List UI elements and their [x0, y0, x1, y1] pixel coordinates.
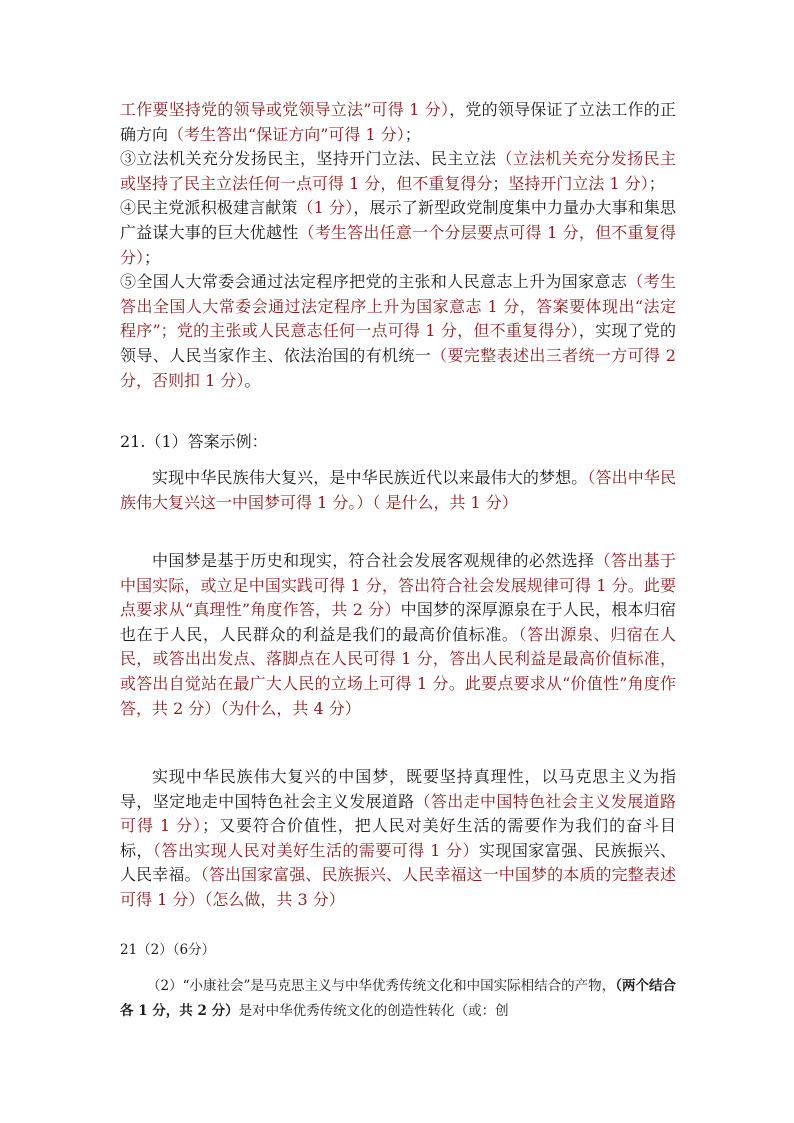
paragraph-what: [120, 466, 676, 515]
punctuation: ；: [144, 247, 161, 267]
answer-text: ，党的领导保证了立法工作的正确方向: [120, 100, 676, 144]
answer-text: ④民主党派积极建言献策: [120, 198, 298, 218]
answer-how: [120, 765, 676, 913]
annotation: （1 分）: [297, 198, 354, 218]
paragraph-legislation-leadership: [120, 98, 676, 147]
answer-text: 中国梦是基于历史和现实，符合社会发展客观规律的必然选择: [152, 551, 595, 570]
annotation: 工作要坚持党的领导或党领导立法”可得 1 分）: [120, 100, 450, 119]
annotation: （答出基于中国实际，或立足中国实践可得 1 分，答出符合社会发展规律可得 1 分。此要点要求从: [120, 551, 676, 620]
paragraph-point-3: [120, 147, 676, 196]
annotation: （立法机关充分发扬民主或坚持了民主立法任何一点可得 1 分，但不重复得分: [120, 149, 676, 193]
question-heading: 21.（1）答案示例：: [120, 432, 268, 451]
annotation: “真理性”: [184, 600, 251, 620]
punctuation: ；: [404, 124, 421, 144]
annotation: 坚持开门立法 1 分）: [508, 173, 649, 193]
annotation: “法定程序”: [120, 296, 676, 341]
question-21-2: [120, 938, 676, 963]
answer-text: 实现中华民族伟大复兴，是中华民族近代以来最伟大的梦想。: [152, 468, 588, 487]
answer-text: ，实现了党的领导、人民当家作主、依法治国的有机统一: [120, 321, 676, 365]
paragraph-point-4: [120, 196, 676, 270]
annotation: （要完整表述出三者统一方可得 2 分，否则扣 1 分）: [120, 345, 676, 390]
answer-text: 中国梦的深厚源泉在于人民，根本归宿也在于人民，人民群众的利益是我们的最高价值标准。: [120, 600, 676, 644]
paragraph-xiaokang: [120, 974, 676, 1024]
annotation: （答出走中国特色社会主义发展道路可得 1 分）: [120, 791, 676, 836]
paragraph-point-5: [120, 270, 676, 393]
annotation: 角度作答，共 2 分）: [250, 600, 401, 620]
punctuation: 。: [244, 370, 261, 390]
annotation: （答出实现人民对美好生活的需要可得 1 分）: [152, 840, 479, 860]
annotation: （两个结合各 1 分，共 2 分）: [120, 978, 676, 1019]
punctuation: ；: [492, 173, 509, 193]
answer-text: ，展示了新型政党制度集中力量办大事和集思广益谋大事的巨大优越性: [120, 198, 676, 242]
answer-text: （2）“小康社会”是马克思主义与中华优秀传统文化和中国实际相结合的产物，: [147, 978, 616, 994]
annotation: （答出中华民族伟大复兴这一中国梦可得 1 分。）（ 是什么，共 1 分）: [120, 468, 676, 512]
question-21-1: [120, 430, 676, 455]
answer-text: 是对中华优秀传统文化的创造性转化（或：创: [238, 1003, 509, 1019]
answer-xiaokang: [120, 974, 676, 1024]
annotation: （答出源泉、归宿在人民，或答出出发点、落脚点在人民可得 1 分，答出人民利益是最高价值标准，或答出自觉站在最广大人民的立场上可得 1 分。此要点要求从“价值性”角度作答，共 2 分）（为什么，共 4 分）: [120, 624, 676, 718]
annotation: （考生答出任意一个分层要点可得 1 分，但不重复得分）: [120, 222, 676, 267]
annotation: （考生答出“保证方向”可得 1 分）: [168, 124, 405, 144]
answer-block-2: [120, 98, 676, 393]
annotation: （考生答出全国人大常委会通过法定程序上升为国家意志 1 分，答案要体现出: [120, 272, 676, 316]
answer-text: 实现国家富强、民族振兴、人民幸福。: [120, 840, 676, 885]
answer-text: ；又要符合价值性，把人民对美好生活的需要作为我们的奋斗目标，: [120, 816, 676, 860]
answer-text: ③立法机关充分发扬民主，坚持开门立法、民主立法: [120, 149, 497, 169]
question-heading: 21（2）（6分）: [120, 942, 216, 958]
annotation: ；党的主张或人民意志任何一点可得 1 分，但不重复得分）: [160, 321, 579, 341]
punctuation: ；: [648, 173, 665, 193]
paragraph-why: [120, 549, 676, 721]
annotation: （答出国家富强、民族振兴、人民幸福这一中国梦的本质的完整表述可得 1 分）（怎么做，共 3 分）: [120, 865, 676, 909]
answer-text: ⑤全国人大常委会通过法定程序把党的主张和人民意志上升为国家意志: [120, 272, 628, 292]
paragraph-how: [120, 765, 676, 913]
answer-text: 实现中华民族伟大复兴的中国梦，既要坚持真理性，以马克思主义为指导，坚定地走中国特色社会主义发展道路: [120, 767, 676, 811]
answer-what: [120, 466, 676, 515]
answer-why: [120, 549, 676, 721]
